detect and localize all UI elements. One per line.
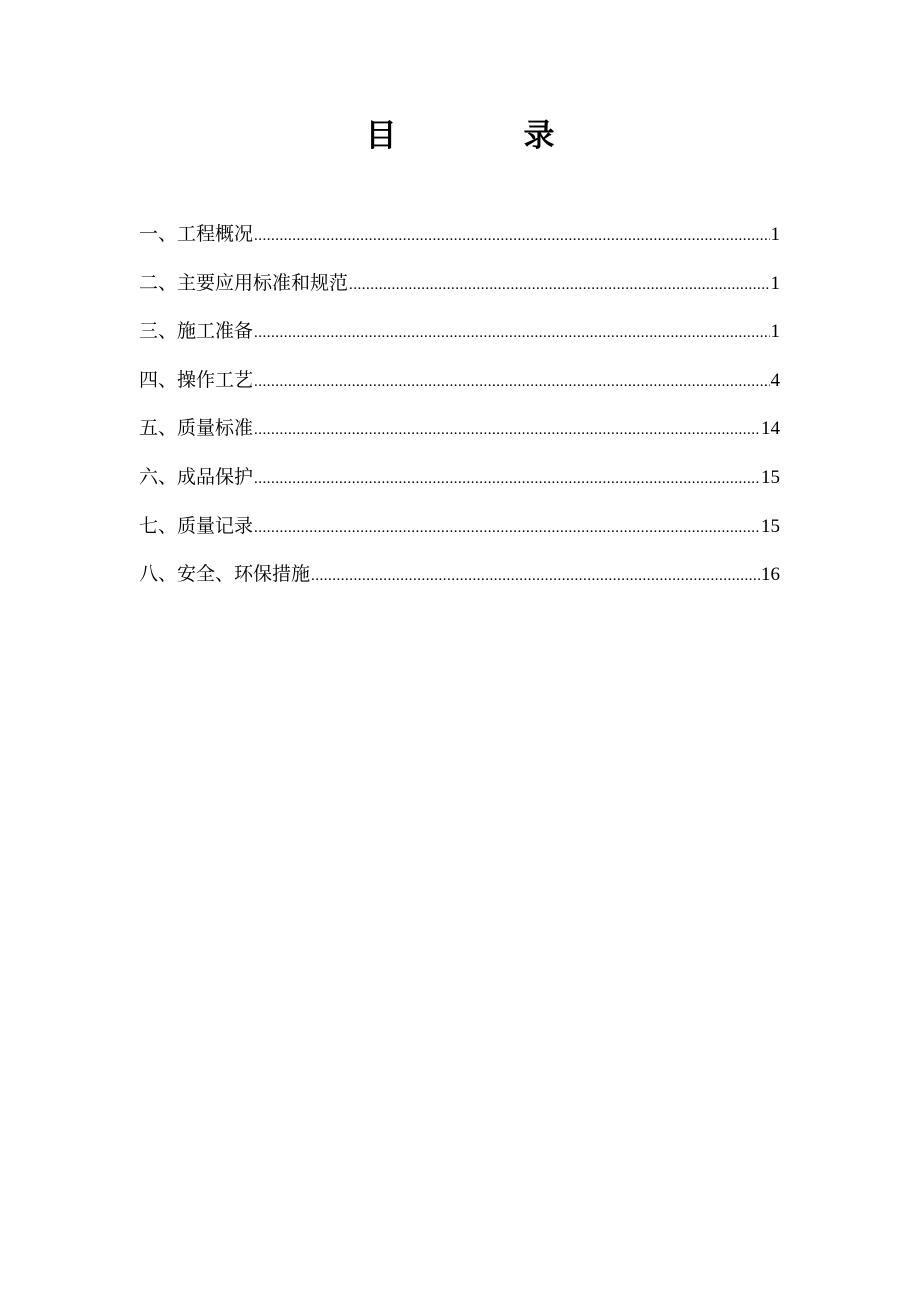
toc-dot-leader: [254, 358, 769, 407]
toc-entry[interactable]: [139, 307, 780, 356]
toc-dot-leader: [349, 261, 769, 310]
toc-entry[interactable]: [139, 210, 780, 259]
toc-page-number: 1: [770, 321, 780, 343]
toc-entry-label: 八、安全、环保措施: [139, 563, 311, 586]
toc-dot-leader: [311, 552, 760, 601]
toc-entry[interactable]: [139, 259, 780, 308]
toc-entry-label: 七、质量记录: [139, 514, 254, 537]
page-title: 目 录: [365, 118, 603, 154]
toc-page-number: 15: [761, 466, 780, 488]
toc-entry-label: 五、质量标准: [139, 417, 254, 440]
toc-page-number: 14: [761, 418, 780, 440]
toc-entry[interactable]: [139, 356, 780, 405]
toc-entry[interactable]: [139, 453, 780, 502]
toc-page-number: 4: [770, 369, 780, 391]
toc-entry-label: 六、成品保护: [139, 465, 254, 488]
toc-dot-leader: [254, 212, 769, 261]
toc-entry-label: 四、操作工艺: [139, 368, 254, 391]
table-of-contents: [139, 210, 780, 599]
toc-dot-leader: [254, 406, 760, 455]
toc-page-number: 16: [761, 564, 780, 586]
toc-dot-leader: [254, 504, 760, 553]
toc-entry[interactable]: [139, 502, 780, 551]
toc-dot-leader: [254, 455, 760, 504]
toc-entry-label: 一、工程概况: [139, 223, 254, 245]
toc-entry-label: 二、主要应用标准和规范: [139, 271, 349, 294]
toc-page-number: 15: [761, 515, 780, 537]
toc-page-number: 1: [770, 224, 780, 245]
toc-entry[interactable]: [139, 550, 780, 599]
toc-entry[interactable]: [139, 404, 780, 453]
toc-dot-leader: [254, 309, 769, 358]
toc-page-number: 1: [770, 272, 780, 294]
toc-entry-label: 三、施工准备: [139, 320, 254, 343]
